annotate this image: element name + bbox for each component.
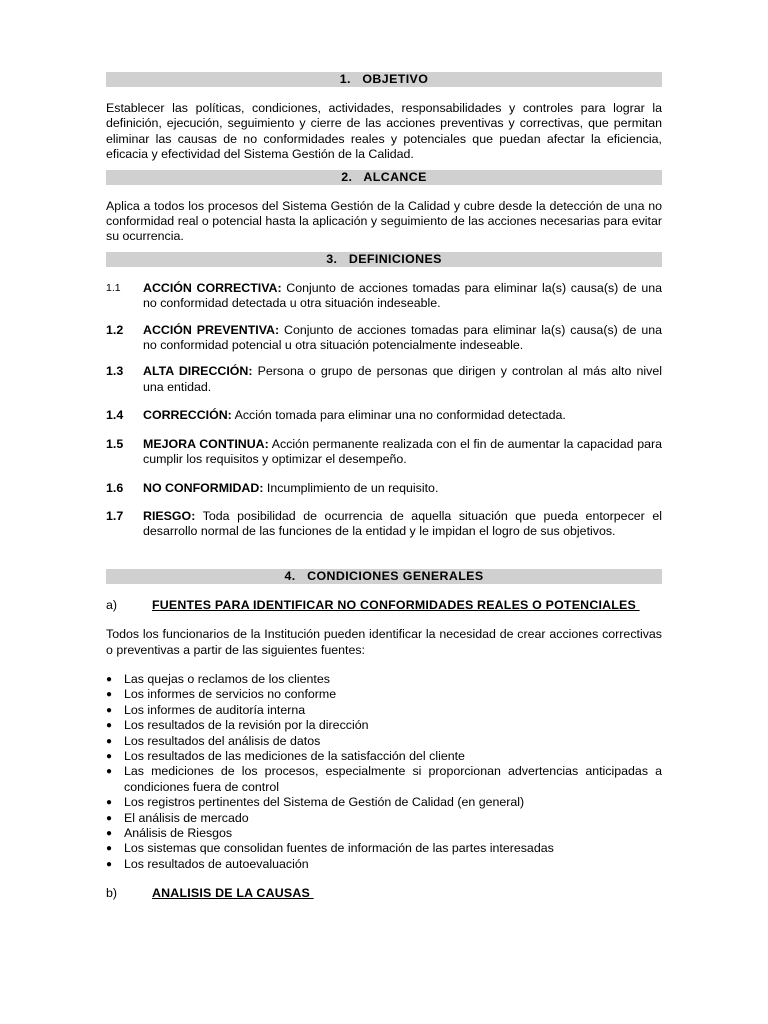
list-item: ● Los informes de auditoría interna [106,702,306,717]
section-heading-definiciones: 3. DEFINICIONES [106,252,662,267]
definition-text: Incumplimiento de un requisito. [263,480,439,495]
definition-number: 1.5 [106,436,124,451]
section-heading-objetivo: 1. OBJETIVO [106,72,662,87]
list-item: ● Los sistemas que consolidan fuentes de información de las partes interesadas [106,841,554,856]
objetivo-text: Establecer las políticas, condiciones, actividades, responsabilidades y controles para lograr la definición, ejecución, seguimiento y cierre de las acciones preventivas y correctivas, que permitan eliminar las causas de no conformidades reales y potenciales que puedan afectar la eficiencia, eficacia y efectividad del Sistema Gestión de la Calidad. [106,101,662,162]
list-item: ● Las mediciones de los procesos, especialmente si proporcionan advertencias anticipadas a condiciones fuera de control [106,764,662,794]
definition-item [106,509,662,540]
definition-item [106,364,662,395]
bullet-icon: ● [106,750,113,762]
definition-term: ALTA DIRECCIÓN: [143,364,253,379]
subsection-title: ANALISIS DE LA CAUSAS [152,886,314,901]
condiciones-intro: Todos los funcionarios de la Institución pueden identificar la necesidad de crear acciones correctivas o preventivas a partir de las siguientes fuentes: [106,627,662,657]
section-heading-alcance: 2. ALCANCE [106,170,662,185]
subsection-letter: b) [106,886,118,901]
list-item: ● Los informes de servicios no conforme [106,687,337,702]
subsection-a [106,598,662,613]
definition-text: Conjunto de acciones tomadas para eliminar la(s) causa(s) de una no conformidad potencial u otra situación potencialmente indeseable. [143,322,662,353]
subsection-title: FUENTES PARA IDENTIFICAR NO CONFORMIDADES REALES O POTENCIALES [152,597,640,612]
bullet-icon: ● [106,689,113,701]
bullet-icon: ● [106,720,113,732]
definition-text: Toda posibilidad de ocurrencia de aquella situación que pueda entorpecer el desarrollo normal de las funciones de la entidad y le impidan el logro de sus objetivos. [143,508,662,539]
list-item: ● Los resultados de autoevaluación [106,856,309,871]
list-item: ● Los resultados de la revisión por la dirección [106,718,369,733]
definition-text: Acción tomada para eliminar una no conformidad detectada. [231,408,566,423]
definition-term: MEJORA CONTINUA: [143,436,269,451]
list-item: ● Los registros pertinentes del Sistema de Gestión de Calidad (en general) [106,795,525,810]
list-item: ● Los resultados del análisis de datos [106,733,321,748]
list-item: ● Análisis de Riesgos [106,826,233,840]
definition-term: CORRECCIÓN: [143,408,232,423]
definition-number: 1.3 [106,364,124,379]
list-item: ● Los resultados de las mediciones de la satisfacción del cliente [106,748,465,763]
definition-text: Persona o grupo de personas que dirigen y controlan al más alto nivel una entidad. [143,364,662,394]
definition-item [106,437,662,468]
alcance-text: Aplica a todos los procesos del Sistema Gestión de la Calidad y cubre desde la detección de una no conformidad real o potencial hasta la aplicación y seguimiento de las acciones necesarias para evitar su ocurrencia. [106,198,662,244]
bullet-icon: ● [106,797,113,809]
definition-item [106,323,662,354]
list-item: ● El análisis de mercado [106,810,249,825]
definition-number: 1.6 [106,480,124,495]
definition-item [106,281,662,312]
definition-number: 1.1 [106,281,121,294]
definition-number: 1.7 [106,508,124,523]
definition-item [106,481,662,496]
definition-term: RIESGO: [143,508,196,523]
subsection-letter: a) [106,597,118,612]
section-heading-condiciones: 4. CONDICIONES GENERALES [106,569,662,584]
bullet-icon: ● [106,828,113,839]
definition-term: ACCIÓN CORRECTIVA: [143,280,282,295]
bullet-icon: ● [106,704,113,716]
definition-number: 1.4 [106,408,124,423]
bullet-icon: ● [106,735,113,747]
bullet-icon: ● [106,843,113,855]
subsection-b [106,886,662,901]
definition-item [106,408,662,423]
document-page [106,72,662,902]
bullet-icon: ● [106,766,113,778]
bullet-icon: ● [106,812,113,824]
bullet-icon: ● [106,858,113,870]
list-item: ● Las quejas o reclamos de los clientes [106,671,330,686]
definition-text: Acción permanente realizada con el fin de aumentar la capacidad para cumplir los requisitos y optimizar el desempeño. [143,436,662,467]
definition-term: ACCIÓN PREVENTIVA: [143,322,280,337]
definition-text: Conjunto de acciones tomadas para eliminar la(s) causa(s) de una no conformidad detectada u otra situación indeseable. [143,280,662,311]
definition-number: 1.2 [106,322,124,337]
definition-term: NO CONFORMIDAD: [143,480,264,495]
definitions-list [106,281,662,540]
bullet-icon: ● [106,673,113,685]
fuentes-list [106,672,662,872]
